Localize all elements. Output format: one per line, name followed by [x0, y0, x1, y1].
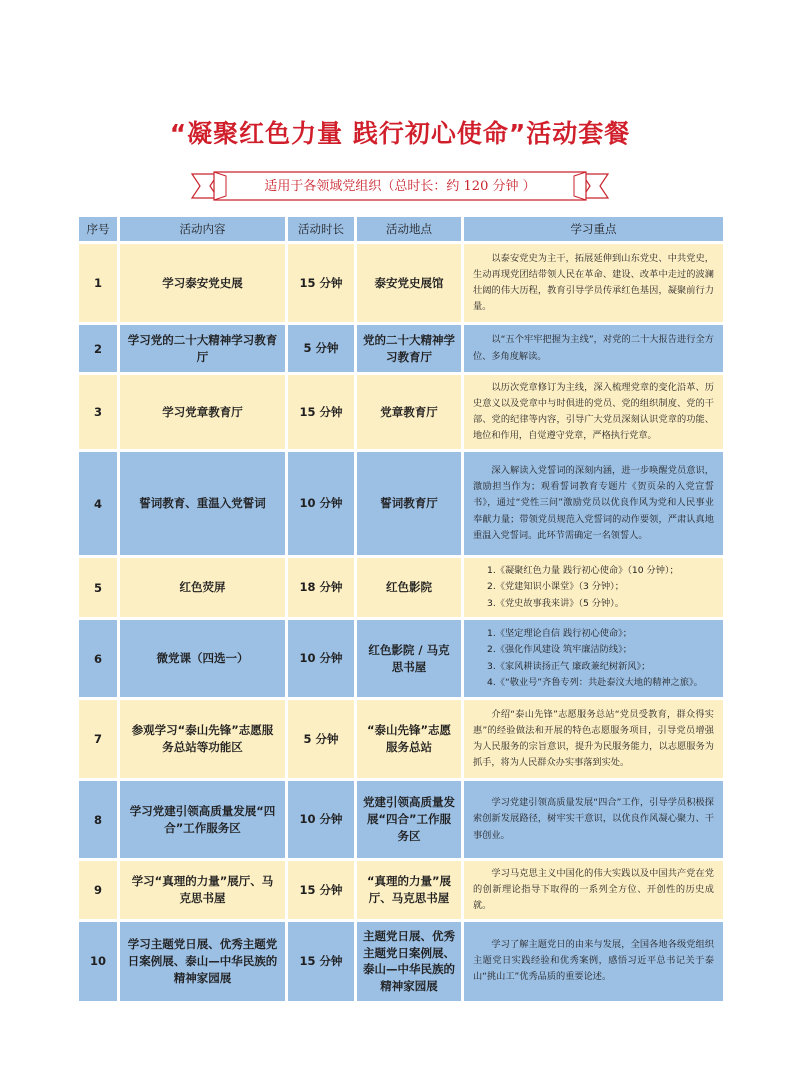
focus-text: 学习马克思主义中国化的伟大实践以及中国共产党在党的创新理论指导下取得的一系列全方位、开创性的历史成就。	[473, 867, 714, 912]
header-no: 序号	[79, 217, 117, 241]
row-location: 主题党日展、优秀主题党日案例展、泰山—中华民族的精神家园展	[357, 922, 461, 1001]
activity-table	[76, 214, 726, 1004]
row-focus	[464, 781, 723, 858]
row-duration: 5 分钟	[288, 700, 354, 778]
row-focus	[464, 620, 723, 697]
row-content: 学习党的二十大精神学习教育厅	[120, 325, 285, 372]
row-content: 微党课（四选一）	[120, 620, 285, 697]
header-duration: 活动时长	[288, 217, 354, 241]
row-content: 学习党章教育厅	[120, 375, 285, 449]
table-row	[79, 620, 723, 697]
focus-list-item: 3.《家风耕读扬正气 廉政兼纪树新风》；	[487, 660, 651, 672]
row-location: 党章教育厅	[357, 375, 461, 449]
row-location: “真理的力量”展厅、马克思书屋	[357, 861, 461, 919]
row-content: 学习泰安党史展	[120, 244, 285, 322]
focus-list-item: 1.《凝聚红色力量 践行初心使命》（10 分钟）；	[487, 565, 679, 577]
row-duration: 10 分钟	[288, 620, 354, 697]
row-focus	[464, 922, 723, 1001]
table-row	[79, 558, 723, 617]
row-focus	[464, 244, 723, 322]
focus-text: 以“五个牢牢把握为主线”，对党的二十大报告进行全方位、多角度解读。	[473, 334, 714, 362]
row-content: 学习主题党日展、优秀主题党日案例展、泰山—中华民族的精神家园展	[120, 922, 285, 1001]
table-row	[79, 700, 723, 778]
row-duration: 15 分钟	[288, 861, 354, 919]
row-content: 学习党建引领高质量发展“四合”工作服务区	[120, 781, 285, 858]
row-duration: 15 分钟	[288, 922, 354, 1001]
table-row	[79, 452, 723, 555]
table-row	[79, 922, 723, 1001]
focus-text: 深入解读入党誓词的深刻内涵，进一步唤醒党员意识，激励担当作为；观看誓词教育专题片《贺页朵的入党宣誓书》，通过“党性三问”激励党员以优良作风为党和人民事业奉献力量；带领党员规范入党誓词的动作要领，严肃认真地重温入党誓词。此环节需确定一名领誓人。	[473, 465, 714, 541]
row-location: 誓词教育厅	[357, 452, 461, 555]
table-row	[79, 325, 723, 372]
row-no: 6	[79, 620, 117, 697]
row-no: 7	[79, 700, 117, 778]
focus-text: 介绍“泰山先锋”志愿服务总站“党员受教育，群众得实惠”的经验做法和开展的特色志愿服务项目，引导党员增强为人民服务的宗旨意识，提升为民服务能力，以志愿服务为抓手，将为人民群众办实事落到实处。	[473, 708, 714, 769]
row-location: 泰安党史展馆	[357, 244, 461, 322]
row-duration: 5 分钟	[288, 325, 354, 372]
focus-list-item: 3.《党史故事我来讲》（5 分钟）。	[487, 597, 624, 609]
table-row	[79, 781, 723, 858]
row-focus	[464, 700, 723, 778]
row-no: 5	[79, 558, 117, 617]
row-no: 3	[79, 375, 117, 449]
row-duration: 15 分钟	[288, 375, 354, 449]
focus-list-item: 4.《“敬业号”齐鲁专列：共赴泰汶大地的精神之旅》。	[487, 676, 703, 688]
table-row	[79, 244, 723, 322]
focus-text: 学习党建引领高质量发展“四合”工作，引导学员积极探索创新发展路径，树牢实干意识，以优良作风凝心聚力、干事创业。	[473, 797, 714, 841]
row-focus	[464, 861, 723, 919]
table-row	[79, 375, 723, 449]
header-content: 活动内容	[120, 217, 285, 241]
row-location: 红色影院	[357, 558, 461, 617]
row-focus	[464, 375, 723, 449]
focus-text: 以历次党章修订为主线，深入梳理党章的变化沿革、历史意义以及党章中与时俱进的党员、党的组织制度、党的干部、党的纪律等内容，引导广大党员深刻认识党章的功能、地位和作用，自觉遵守党章，严格执行党章。	[473, 381, 714, 442]
row-no: 1	[79, 244, 117, 322]
row-no: 4	[79, 452, 117, 555]
row-no: 2	[79, 325, 117, 372]
row-focus	[464, 452, 723, 555]
row-location: 党的二十大精神学习教育厅	[357, 325, 461, 372]
row-focus	[464, 558, 723, 617]
row-content: 红色荧屏	[120, 558, 285, 617]
header-focus: 学习重点	[464, 217, 723, 241]
page-title: “凝聚红色力量 践行初心使命”活动套餐	[169, 119, 631, 148]
header-location: 活动地点	[357, 217, 461, 241]
row-no: 9	[79, 861, 117, 919]
row-content: 参观学习“泰山先锋”志愿服务总站等功能区	[120, 700, 285, 778]
row-location: 党建引领高质量发展“四合”工作服务区	[357, 781, 461, 858]
subtitle-ribbon	[190, 170, 610, 202]
row-no: 10	[79, 922, 117, 1001]
focus-list-item: 2.《党建知识小课堂》（3 分钟）；	[487, 581, 624, 593]
row-no: 8	[79, 781, 117, 858]
row-content: 誓词教育、重温入党誓词	[120, 452, 285, 555]
row-location: “泰山先锋”志愿服务总站	[357, 700, 461, 778]
row-duration: 15 分钟	[288, 244, 354, 322]
focus-text: 以泰安党史为主干，拓展延伸到山东党史、中共党史，生动再现党团结带领人民在革命、建设、改革中走过的波澜壮阔的伟大历程，教育引导学员传承红色基因，凝聚前行力量。	[473, 252, 714, 313]
row-duration: 18 分钟	[288, 558, 354, 617]
subtitle: 适用于各领域党组织（总时长：约 120 分钟 ）	[264, 179, 536, 194]
row-duration: 10 分钟	[288, 452, 354, 555]
table-header-row	[79, 217, 723, 241]
row-location: 红色影院 / 马克思书屋	[357, 620, 461, 697]
table-row	[79, 861, 723, 919]
focus-list-item: 1.《坚定理论自信 践行初心使命》；	[487, 628, 632, 640]
row-content: 学习“真理的力量”展厅、马克思书屋	[120, 861, 285, 919]
row-focus	[464, 325, 723, 372]
focus-list-item: 2.《强化作风建设 筑牢廉洁防线》；	[487, 644, 632, 656]
row-duration: 10 分钟	[288, 781, 354, 858]
focus-text: 学习了解主题党日的由来与发展，全国各地各级党组织主题党日实践经验和优秀案例，感悟习近平总书记关于泰山“挑山工”优秀品质的重要论述。	[473, 939, 714, 983]
